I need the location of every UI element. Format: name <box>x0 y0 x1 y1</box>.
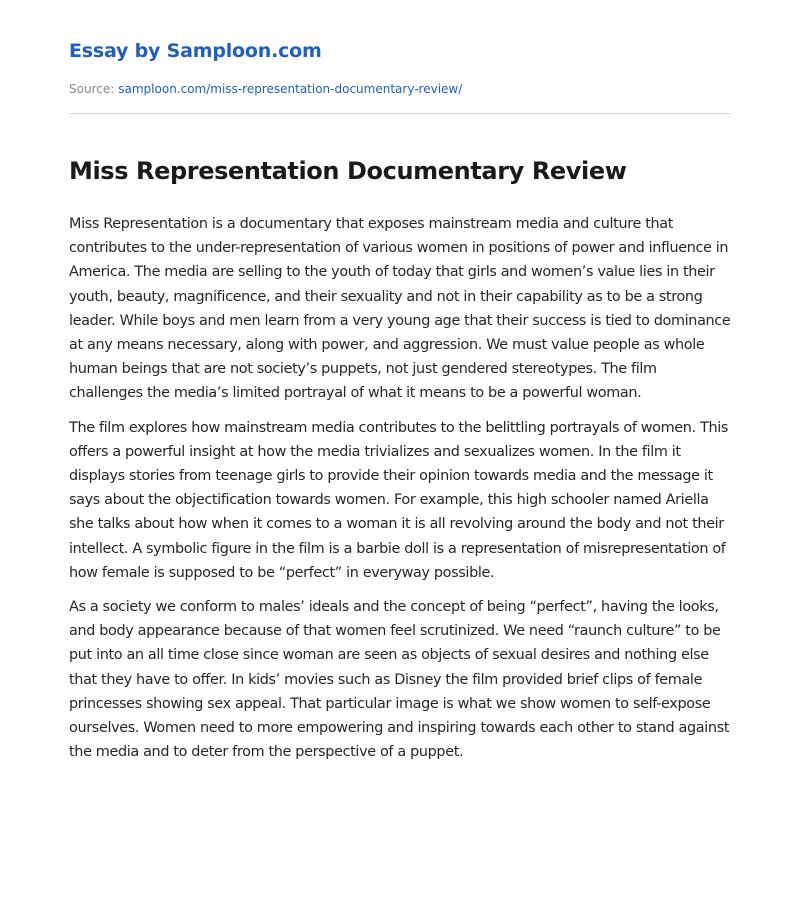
source-link[interactable]: samploon.com/miss-representation-documentary-review/ <box>118 82 463 96</box>
header-divider <box>69 113 731 114</box>
source-line <box>69 82 462 96</box>
page-title: Miss Representation Documentary Review <box>69 157 627 185</box>
site-brand[interactable]: Essay by Samploon.com <box>69 40 322 62</box>
essay-paragraph-3: As a society we conform to males’ ideals and the concept of being “perfect”, having the looks, and body appearance because of that women feel scrutinized. We need “raunch culture” to be put into an all time close since woman are seen as objects of sexual desires and nothing else that they have to offer. In kids’ movies such as Disney the film provided brief clips of female princesses showing sex appeal. That particular image is what we show women to self-expose ourselves. Women need to more empowering and inspiring towards each other to stand against the media and to deter from the perspective of a puppet. <box>69 599 730 761</box>
essay-paragraph-2: The film explores how mainstream media contributes to the belittling portrayals of women. This offers a powerful insight at how the media trivializes and sexualizes women. In the film it displays stories from teenage girls to provide their opinion towards media and the message it says about the objectification towards women. For example, this high schooler named Ariella she talks about how when it comes to a woman it is all revolving around the body and not their intellect. A symbolic figure in the film is a barbie doll is a representation of misrepresentation of how female is supposed to be “perfect” in everyway possible. <box>69 419 729 581</box>
source-label: Source: <box>69 82 115 96</box>
essay-paragraph-1: Miss Representation is a documentary that exposes mainstream media and culture that contributes to the under-representation of various women in positions of power and influence in America. The media are selling to the youth of today that girls and women’s value lies in their youth, beauty, magnificence, and their sexuality and not in their capability as to be a strong leader. While boys and men learn from a very young age that their success is tied to dominance at any means necessary, along with power, and aggression. We must value people as whole human beings that are not society’s puppets, not just gendered stereotypes. The film challenges the media’s limited portrayal of what it means to be a powerful woman. <box>69 216 731 402</box>
essay-body <box>69 212 731 774</box>
